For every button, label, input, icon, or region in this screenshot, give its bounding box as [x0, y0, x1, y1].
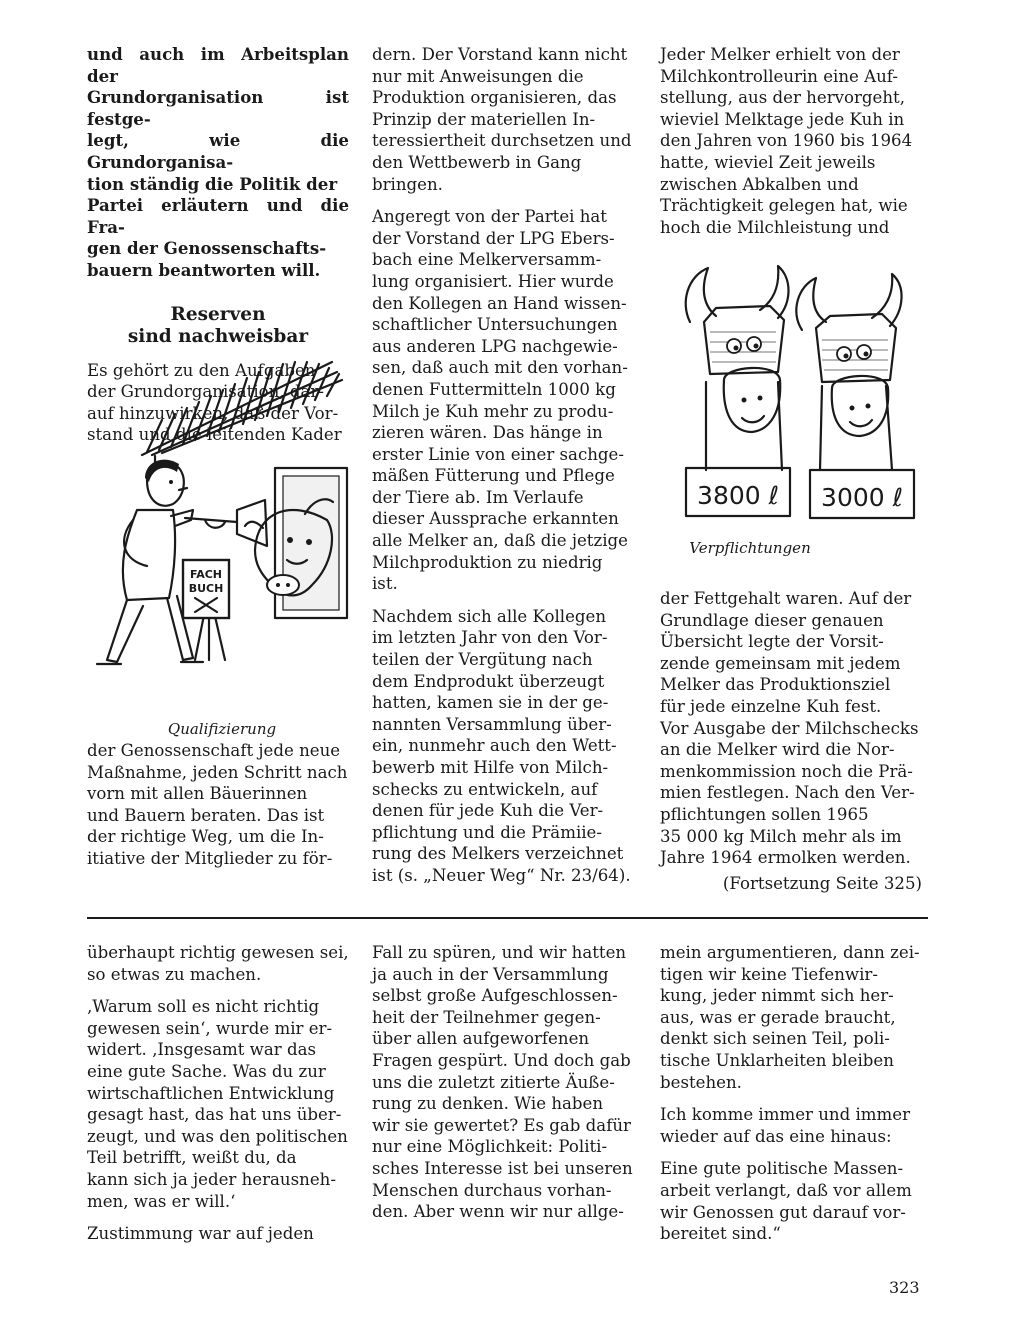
top-column-2 [372, 44, 634, 887]
two-cows-cartoon [660, 262, 922, 524]
paragraph: und auch im Arbeitsplan der Grundorganisation ist festge- legt, wie die Grundorganisa- tion ständig die Politik der Partei erläutern und die Fra- gen der Genossenschafts- bauern beantworten will. [87, 44, 349, 280]
top-column-3-continued [660, 588, 922, 894]
paragraph: Es gehört zu den Aufgaben der Grundorganisation, dar- auf hinzuwirken, daß der Vor- stand und die leitenden Kader [87, 360, 342, 445]
book-label: FACH [189, 568, 223, 581]
sign-right-label: 3000 ℓ [821, 483, 903, 512]
illustration-verpflichtungen [660, 262, 922, 562]
roof-hatching [142, 362, 342, 455]
top-column-3 [660, 44, 922, 238]
bottom-column-2 [372, 942, 634, 1223]
figure-caption: Qualifizierung [167, 720, 277, 738]
trumpeter-cartoon [87, 360, 357, 710]
paragraph: der Genossenschaft jede neue Maßnahme, jeden Schritt nach vorn mit allen Bäuerinnen und Bauern beraten. Das ist der richtige Weg, um die In- itiative der Mitglieder zu för- [87, 741, 348, 868]
paragraph: überhaupt richtig gewesen sei, so etwas zu machen. [87, 943, 349, 984]
cow-head-right [796, 274, 901, 470]
section-heading-line: Reserven [170, 303, 266, 325]
section-divider [87, 917, 928, 919]
section-heading-line: sind nachweisbar [127, 325, 309, 347]
paragraph: Ich komme immer und immer wieder auf das eine hinaus: [660, 1105, 911, 1146]
bottom-column-3 [660, 942, 922, 1245]
cow-head-left [686, 266, 789, 470]
paragraph: Nachdem sich alle Kollegen im letzten Jahr von den Vor- teilen der Vergütung nach dem Endprodukt überzeugt hatten, kamen sie in der ge- nannten Versammlung über- ein, nunmehr auch den Wett- bewerb mit Hilfe von Milch- schecks zu entwickeln, auf denen für jede Kuh die Ver- pflichtung und die Prämiie- rung des Melkers verzeichnet ist (s. „Neuer Weg“ Nr. 23/64). [372, 606, 631, 885]
illustration-qualifizierung [87, 360, 357, 738]
paragraph: mein argumentieren, dann zei- tigen wir keine Tiefenwir- kung, jeder nimmt sich her- aus, was er gerade braucht, denkt sich seinen Teil, poli- tische Unklarheiten bleiben bestehen. [660, 943, 920, 1092]
top-column-1-continued [87, 740, 349, 870]
paragraph: Eine gute politische Massen- arbeit verlangt, daß vor allem wir Genossen gut darauf vor- bereitet sind.“ [660, 1159, 912, 1244]
paragraph: Angeregt von der Partei hat der Vorstand der LPG Ebers- bach eine Melkerversamm- lung organisiert. Hier wurde den Kollegen an Hand wissen- schaftlicher Untersuchungen aus anderen LPG nachgewie- sen, daß auch mit den vorhan- denen Futtermitteln 1000 kg Milch je Kuh mehr zu produ- zieren wären. Das hänge in erster Linie von einer sachge- mäßen Fütterung und Pflege der Tiere ab. Im Verlaufe dieser Aussprache erkannten alle Melker an, daß die jetzige Milchproduktion zu niedrig ist. [372, 207, 628, 594]
paragraph: Jeder Melker erhielt von der Milchkontrolleurin eine Auf- stellung, aus der hervorgeht, wieviel Melktage jede Kuh in den Jahren von 1960 bis 1964 hatte, wieviel Zeit jeweils zwischen Abkalben und Trächtigkeit gelegen hat, wie hoch die Milchleistung und [660, 45, 913, 237]
paragraph: Zustimmung war auf jeden [87, 1224, 314, 1244]
paragraph: Fall zu spüren, und wir hatten ja auch in der Versammlung selbst große Aufgeschlossen- heit der Teilnehmer gegen- über allen aufgeworfenen Fragen gespürt. Und doch gab uns die zuletzt zitierte Äuße- rung zu denken. Wie haben wir sie gewertet? Es gab dafür nur eine Möglichkeit: Politi- sches Interesse ist bei unseren Menschen durchaus vorhan- den. Aber wenn wir nur allge- [372, 943, 633, 1222]
sign-left-label: 3800 ℓ [697, 481, 779, 510]
paragraph: der Fettgehalt waren. Auf der Grundlage dieser genauen Übersicht legte der Vorsit- zende gemeinsam mit jedem Melker das Produktionsziel für jede einzelne Kuh fest. Vor Ausgabe der Milchschecks an die Melker wird die Nor- menkommission noch die Prä- mien festlegen. Nach den Ver- pflichtungen sollen 1965 35 000 kg Milch mehr als im Jahre 1964 ermolken werden. [660, 589, 919, 868]
continuation-note: (Fortsetzung Seite 325) [722, 873, 922, 893]
paragraph: dern. Der Vorstand kann nicht nur mit Anweisungen die Produktion organisieren, das Prinzip der materiellen In- teressiertheit durchsetzen und den Wettbewerb in Gang bringen. [372, 45, 632, 194]
bottom-column-1 [87, 942, 349, 1245]
figure-caption: Verpflichtungen [689, 539, 811, 557]
paragraph: ‚Warum soll es nicht richtig gewesen sein‘, wurde mir er- widert. ‚Insgesamt war das eine gute Sache. Was du zur wirtschaftlichen Entwicklung gesagt hast, das hat uns über- zeugt, und was den politischen Teil betrifft, weißt du, da kann sich ja jeder herausneh- men, was er will.‘ [87, 997, 348, 1211]
section-heading [87, 304, 349, 348]
book-label: BUCH [188, 582, 224, 595]
page-number: 323 [889, 1278, 920, 1297]
